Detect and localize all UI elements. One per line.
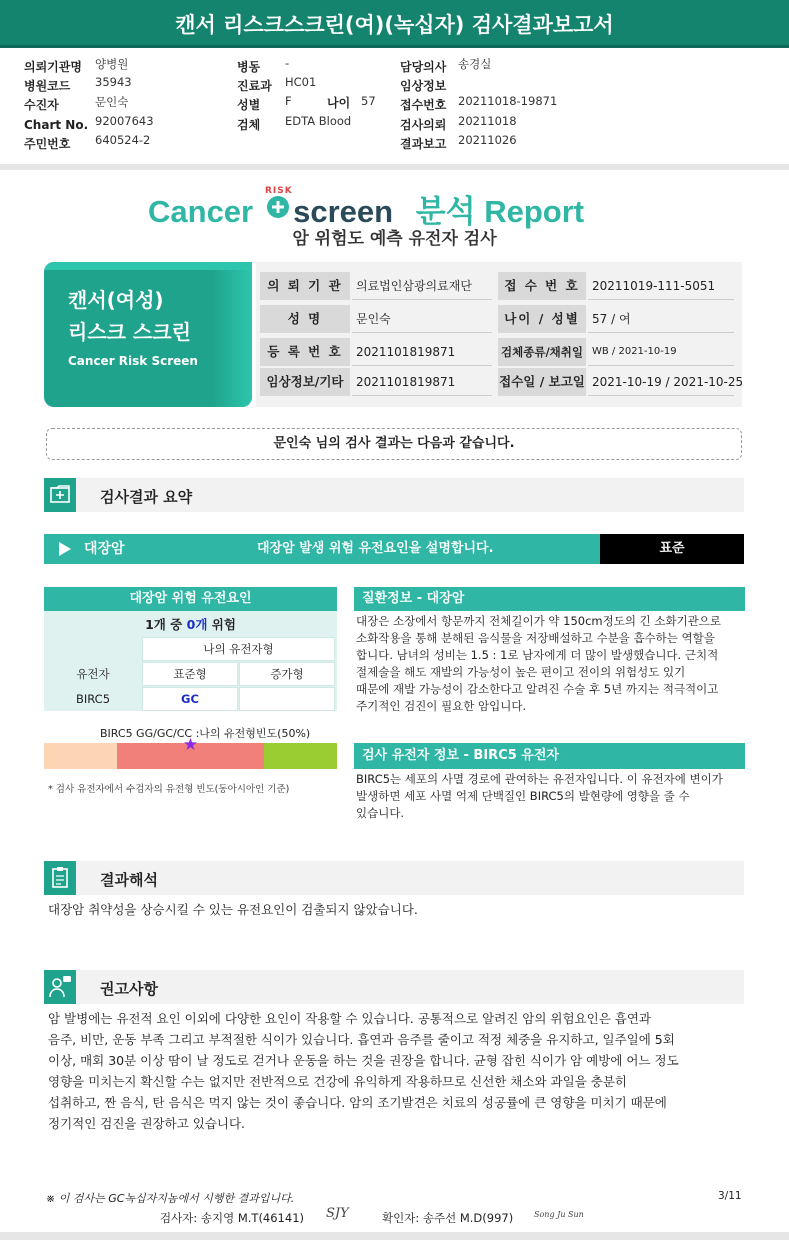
logo-screen: screen xyxy=(293,194,394,229)
text-line: 발생하면 세포 사멸 억제 단백질인 BIRC5의 발현량에 영향을 줄 수 xyxy=(356,789,690,803)
frequency-footnote: * 검사 유전자에서 수검자의 유전형 빈도(동아시아인 기준) xyxy=(48,784,290,795)
recommendation-title: 권고사항 xyxy=(100,980,158,998)
text-line: 음주, 비만, 운동 부족 그리고 부적절한 식이가 있습니다. 흡연과 음주를 줄이고 적정 체중을 유지하고, 일주일에 5회 xyxy=(48,1032,675,1047)
header-label: 병원코드 xyxy=(24,79,71,93)
examiner-signature: SJY xyxy=(326,1206,349,1221)
header-value: 35943 xyxy=(95,75,132,89)
logo-cancer: Cancer xyxy=(148,194,254,229)
frequency-segment-cc xyxy=(264,743,337,769)
footer-note: ※ 이 검사는 GC녹십자지놈에서 시행한 결과입니다. xyxy=(46,1192,295,1205)
info-label: 검체종류/채취일 xyxy=(498,338,586,366)
info-value: 57 / 여 xyxy=(588,305,734,333)
header-value: 640524-2 xyxy=(95,133,151,147)
header-label: 주민번호 xyxy=(24,137,71,151)
info-value: 20211019-111-5051 xyxy=(588,272,734,300)
card-title-line2: 리스크 스크린 xyxy=(68,320,191,344)
header-label: 병동 xyxy=(237,60,261,74)
age-label: 나이 xyxy=(327,96,351,110)
header-value: 20211018 xyxy=(458,114,517,128)
play-triangle-icon xyxy=(58,542,72,556)
text-line: 섭취하고, 짠 음식, 탄 음식은 먹지 않는 것이 좋습니다. 암의 조기발견은 치료의 성공률에 큰 영향을 미치기 때문에 xyxy=(48,1095,667,1110)
recommendation-text xyxy=(48,1008,748,1134)
text-line: 때문에 재발 가능성이 감소한다고 알려진 수술 후 5년 까지는 적극적이고 xyxy=(356,682,719,696)
card-title-english: Cancer Risk Screen xyxy=(68,354,198,368)
summary-section-title: 검사결과 요약 xyxy=(100,488,193,506)
page-number: 3/11 xyxy=(718,1190,742,1202)
card-stripe xyxy=(212,262,252,407)
increased-value xyxy=(239,687,335,711)
info-label: 접수일 / 보고일 xyxy=(498,368,586,396)
header-label: 수진자 xyxy=(24,98,59,112)
disease-info-title: 질환정보 - 대장암 xyxy=(354,587,745,611)
cancer-description: 대장암 발생 위험 유전요인을 설명합니다. xyxy=(257,541,494,556)
info-value: 2021101819871 xyxy=(352,368,492,396)
my-genotype-star-icon: ★ xyxy=(182,735,199,755)
folder-plus-icon xyxy=(44,478,76,512)
standard-header: 표준형 xyxy=(142,662,238,686)
risk-count-suffix: 위험 xyxy=(211,617,236,632)
standard-value: GC xyxy=(142,687,238,711)
risk-count xyxy=(44,615,337,633)
info-label: 임상정보/기타 xyxy=(260,368,350,396)
info-value: 2021101819871 xyxy=(352,338,492,366)
cancer-name: 대장암 xyxy=(84,541,125,557)
info-value: 의료법인삼광의료재단 xyxy=(352,272,492,300)
header-label: 접수번호 xyxy=(400,98,447,112)
age-value: 57 xyxy=(361,94,376,108)
card-title-line1: 캔서(여성) xyxy=(68,288,164,312)
logo-report: Report xyxy=(484,194,585,229)
bottom-strip xyxy=(0,1232,789,1240)
text-line: 대장은 소장에서 항문까지 전체길이가 약 150cm정도의 긴 소화기관으로 xyxy=(356,614,722,628)
header-label: 의뢰기관명 xyxy=(24,60,82,74)
info-value: 2021-10-19 / 2021-10-25 xyxy=(588,368,734,396)
report-title: 캔서 리스크스크린(여)(녹십자) 검사결과보고서 xyxy=(0,0,789,48)
header-label: 검사의뢰 xyxy=(400,118,447,132)
text-line: 암 발병에는 유전적 요인 이외에 다양한 요인이 작용할 수 있습니다. 공통적으로 알려진 암의 위험요인은 흡연과 xyxy=(48,1011,651,1026)
info-label: 접 수 번 호 xyxy=(498,272,586,300)
gene-info-title: 검사 유전자 정보 - BIRC5 유전자 xyxy=(354,743,745,769)
header-value: HC01 xyxy=(285,75,317,89)
gene-header: 유전자 xyxy=(76,667,110,681)
text-line: 영향을 미치는지 확신할 수는 없지만 전반적으로 건강에 유익하게 작용하므로 신선한 채소와 과일을 충분히 xyxy=(48,1074,627,1089)
text-line: BIRC5는 세포의 사멸 경로에 관여하는 유전자입니다. 이 유전자에 변이가 xyxy=(356,772,723,786)
header-label: 담당의사 xyxy=(400,60,447,74)
header-value: F xyxy=(285,94,292,108)
patient-info-table xyxy=(256,262,742,407)
info-label: 나이 / 성별 xyxy=(498,305,586,333)
text-line: 합니다. 남녀의 성비는 1.5 : 1로 남자에게 더 많이 발생했습니다. 근치적 xyxy=(356,648,719,662)
info-label: 성 명 xyxy=(260,305,350,333)
logo-risk-text: RISK xyxy=(265,186,293,196)
text-line: 주기적인 검진이 필요한 암입니다. xyxy=(356,699,527,713)
disease-info-text xyxy=(356,613,746,715)
header-value: 20211018-19871 xyxy=(458,94,558,108)
increased-header: 증가형 xyxy=(239,662,335,686)
interpretation-section-icon-box xyxy=(44,861,76,895)
my-genotype-header: 나의 유전자형 xyxy=(142,637,335,661)
info-label: 등 록 번 호 xyxy=(260,338,350,366)
result-banner: 문인숙 님의 검사 결과는 다음과 같습니다. xyxy=(46,428,742,460)
text-line: 이상, 매회 30분 이상 땀이 날 정도로 걷거나 운동을 하는 것을 권장을 합니다. 균형 잡힌 식이가 암 예방에 어느 정도 xyxy=(48,1053,679,1068)
header-value: - xyxy=(285,56,290,70)
header-value: 송경실 xyxy=(458,57,492,71)
summary-section-icon-box xyxy=(44,478,76,512)
header-separator xyxy=(0,164,789,170)
gene-info-text xyxy=(356,771,746,822)
info-value: 문인숙 xyxy=(352,305,492,333)
gene-name: BIRC5 xyxy=(75,692,111,706)
cancer-result-bar xyxy=(44,534,600,564)
header-label: 진료과 xyxy=(237,79,272,93)
recommendation-section-icon-box xyxy=(44,970,76,1004)
header-value: 92007643 xyxy=(95,114,154,128)
interpretation-title: 결과해석 xyxy=(100,871,158,889)
risk-count-prefix: 1개 중 xyxy=(145,617,183,632)
header-value: 20211026 xyxy=(458,133,517,147)
gene-panel xyxy=(44,611,337,711)
text-line: 있습니다. xyxy=(356,806,405,820)
info-label: 의 뢰 기 관 xyxy=(260,272,350,300)
header-label: 결과보고 xyxy=(400,137,447,151)
confirmer: 확인자: 송주선 M.D(997) xyxy=(382,1211,514,1225)
header-value: 양병원 xyxy=(95,57,129,71)
info-value: WB / 2021-10-19 xyxy=(588,338,734,366)
header-label: 성별 xyxy=(237,98,261,112)
frequency-label: BIRC5 GG/GC/CC :나의 유전형빈도(50%) xyxy=(100,727,311,740)
header-label: 임상정보 xyxy=(400,79,447,93)
header-label: Chart No. xyxy=(24,118,89,132)
header-value: 문인숙 xyxy=(95,95,129,109)
frequency-segment-gg xyxy=(44,743,117,769)
logo-analysis: 분석 xyxy=(415,194,476,229)
clipboard-icon xyxy=(44,861,76,895)
header-label: 검체 xyxy=(237,118,261,132)
risk-count-value: 0개 xyxy=(186,617,208,632)
examiner: 검사자: 송지영 M.T(46141) xyxy=(160,1211,304,1225)
result-status: 표준 xyxy=(600,534,744,564)
page-subtitle: 암 위험도 예측 유전자 검사 xyxy=(292,229,497,249)
header-value: EDTA Blood xyxy=(285,114,352,128)
person-chat-icon xyxy=(44,970,76,1004)
card-highlight xyxy=(44,262,252,270)
text-line: 절제술을 해도 재발의 가능성이 높은 편이고 전이의 위험성도 있기 xyxy=(356,665,686,679)
confirmer-signature: Song Ju Sun xyxy=(534,1210,584,1219)
interpretation-text: 대장암 취약성을 상승시킬 수 있는 유전요인이 검출되지 않았습니다. xyxy=(48,902,418,917)
gene-panel-title: 대장암 위험 유전요인 xyxy=(44,587,337,611)
frequency-bar xyxy=(44,735,337,769)
text-line: 소화작용을 통해 분해된 음식물을 저장배설하고 수분을 흡수하는 역할을 xyxy=(356,631,715,645)
text-line: 정기적인 검진을 권장하고 있습니다. xyxy=(48,1116,246,1131)
test-card xyxy=(44,262,252,407)
